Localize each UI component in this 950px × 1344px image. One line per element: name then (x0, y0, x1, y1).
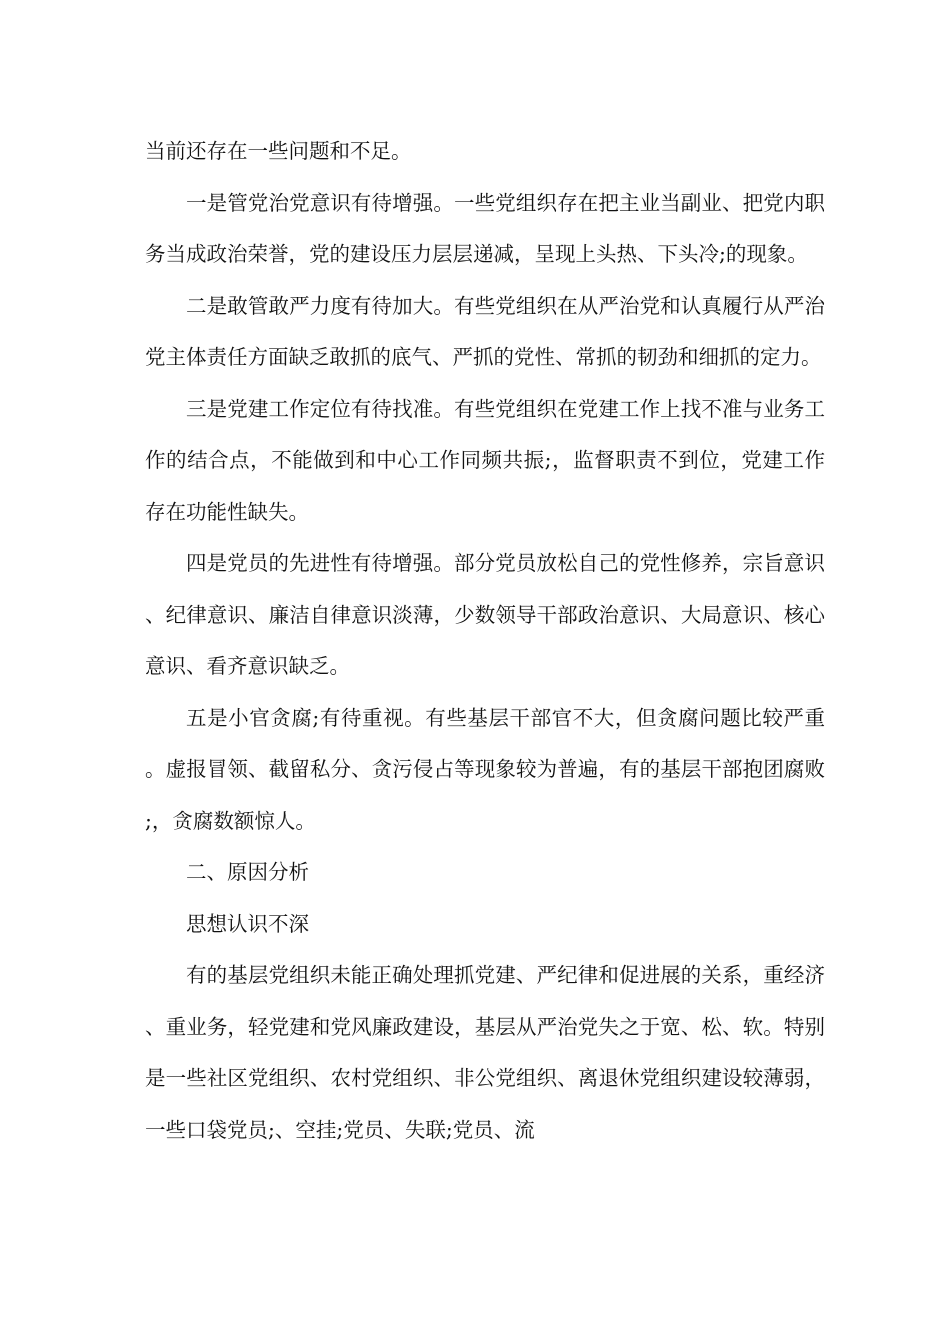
section-heading-cause-analysis: 二、原因分析 (186, 860, 309, 884)
paragraph-issue-1: 一是管党治党意识有待增强。一些党组织存在把主业当副业、把党内职务当成政治荣誉，党的建设压力层层递减，呈现上头热、下头冷;的现象。 (145, 190, 825, 266)
paragraph-issue-3: 三是党建工作定位有待找准。有些党组织在党建工作上找不准与业务工作的结合点，不能做到和中心工作同频共振;，监督职责不到位，党建工作存在功能性缺失。 (145, 396, 825, 524)
paragraph-cause-1: 有的基层党组织未能正确处理抓党建、严纪律和促进展的关系，重经济、重业务，轻党建和党风廉政建设，基层从严治党失之于宽、松、软。特别是一些社区党组织、农村党组织、非公党组织、离退休党组织建设较薄弱，一些口袋党员;、空挂;党员、失联;党员、流 (145, 963, 825, 1142)
paragraph-issue-4: 四是党员的先进性有待增强。部分党员放松自己的党性修养，宗旨意识、纪律意识、廉洁自律意识淡薄，少数领导干部政治意识、大局意识、核心意识、看齐意识缺乏。 (145, 551, 825, 678)
paragraph-issue-5: 五是小官贪腐;有待重视。有些基层干部官不大，但贪腐问题比较严重。虚报冒领、截留私分、贪污侵占等现象较为普遍，有的基层干部抱团腐败;，贪腐数额惊人。 (145, 705, 825, 833)
paragraph-issue-2: 二是敢管敢严力度有待加大。有些党组织在从严治党和认真履行从严治党主体责任方面缺乏敢抓的底气、严抓的党性、常抓的韧劲和细抓的定力。 (145, 293, 825, 369)
subheading-ideological-understanding: 思想认识不深 (186, 911, 309, 936)
document-body (145, 126, 825, 1156)
paragraph-intro: 当前还存在一些问题和不足。 (145, 139, 412, 163)
